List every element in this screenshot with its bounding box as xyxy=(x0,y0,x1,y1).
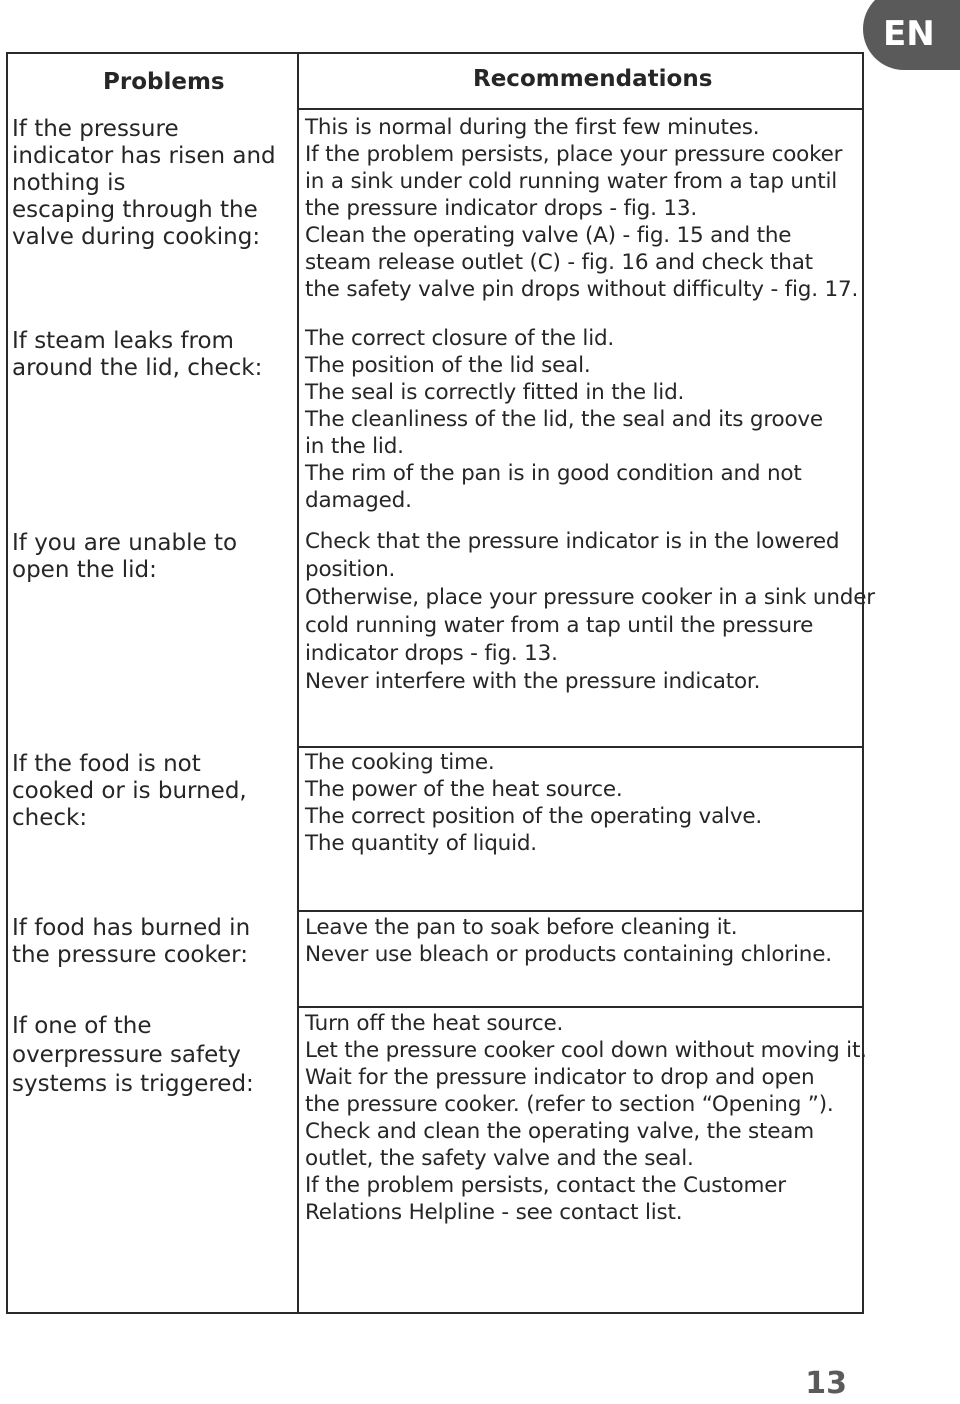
recommendations-header: Recommendations xyxy=(473,66,713,92)
language-tab: EN xyxy=(863,0,960,70)
problem-unable-to-open-lid: If you are unable to open the lid: xyxy=(12,530,238,583)
page-number: 13 xyxy=(805,1366,847,1401)
problem-pressure-indicator-risen: If the pressure indicator has risen and nothing is escaping through the valve during cooking: xyxy=(12,116,276,250)
problem-food-not-cooked: If the food is not cooked or is burned, check: xyxy=(12,751,247,831)
recommendation-pressure-indicator-risen: This is normal during the first few minutes. If the problem persists, place your pressure cooker in a sink under cold running water from a tap until the pressure indicator drops - fig. 13. Clean the operating valve (A) - fig. 15 and the steam release outlet (C) - fig. 16 and check that the safety valve pin drops without difficulty - fig. 17. xyxy=(305,115,859,302)
problem-steam-leaks: If steam leaks from around the lid, check: xyxy=(12,328,263,381)
recommendation-food-not-cooked: The cooking time. The power of the heat source. The correct position of the operating valve. The quantity of liquid. xyxy=(305,750,763,856)
recommendation-overpressure-triggered: Turn off the heat source. Let the pressure cooker cool down without moving it. Wait for the pressure indicator to drop and open the pressure cooker. (refer to section “Opening ”). Check and clean the operating valve, the steam outlet, the safety valve and the seal. If the problem persists, contact the Customer Relations Helpline - see contact list. xyxy=(305,1011,867,1225)
recommendation-food-burned: Leave the pan to soak before cleaning it. Never use bleach or products containing chlorine. xyxy=(305,915,832,967)
recommendation-steam-leaks: The correct closure of the lid. The position of the lid seal. The seal is correctly fitted in the lid. The cleanliness of the lid, the seal and its groove in the lid. The rim of the pan is in good condition and not damaged. xyxy=(305,326,823,513)
problem-food-burned: If food has burned in the pressure cooker: xyxy=(12,915,251,968)
problem-overpressure-triggered: If one of the overpressure safety systems is triggered: xyxy=(12,1013,254,1097)
recommendation-unable-to-open-lid: Check that the pressure indicator is in the lowered position. Otherwise, place your pressure cooker in a sink under cold running water from a tap until the pressure indicator drops - fig. 13. Never interfere with the pressure indicator. xyxy=(305,529,875,694)
problems-header: Problems xyxy=(103,69,225,95)
